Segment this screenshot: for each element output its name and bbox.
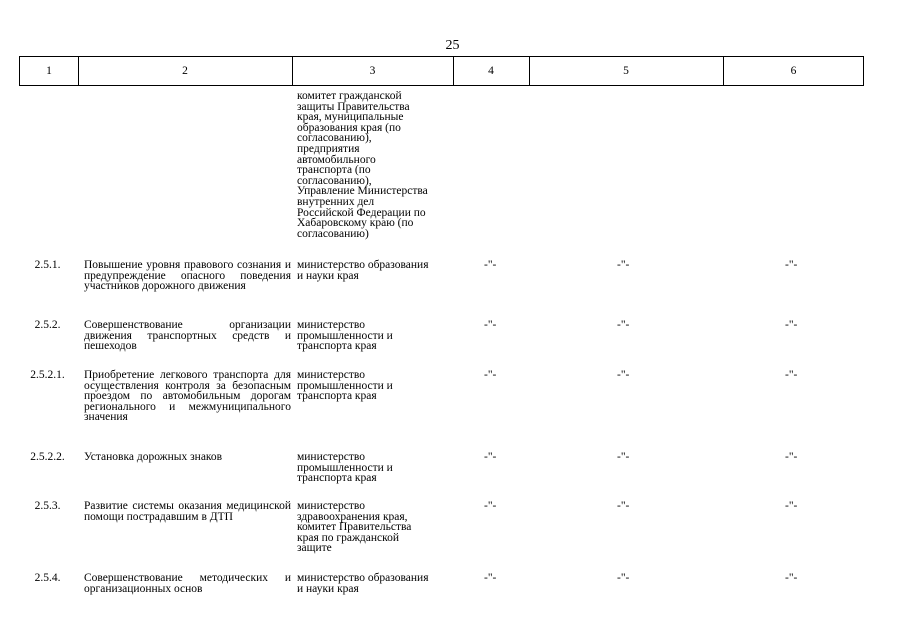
row-col5: -"-: [617, 500, 630, 512]
row-col5: -"-: [617, 259, 630, 271]
row-responsible-line: края по гражданской: [297, 531, 400, 544]
row-number: 2.5.1.: [34, 259, 61, 271]
row-responsible-line: и науки края: [297, 582, 359, 595]
row-number: 2.5.3.: [34, 500, 61, 512]
header-col-2: 2: [182, 65, 188, 77]
continuation-line: края, муниципальные: [297, 111, 404, 124]
row-number: 2.5.2.: [34, 319, 61, 331]
row-col4: -"-: [484, 259, 497, 271]
row-responsible-line: транспорта края: [297, 340, 377, 353]
header-col-5: 5: [623, 65, 629, 77]
row-responsible-line: промышленности и: [297, 461, 393, 474]
row-responsible-line: министерство образования: [297, 259, 429, 271]
row-col6: -"-: [785, 319, 798, 331]
row-col4: -"-: [484, 369, 497, 381]
row-number: 2.5.2.1.: [30, 369, 65, 381]
header-col-4: 4: [488, 65, 494, 77]
row-col6: -"-: [785, 500, 798, 512]
continuation-line: согласованию),: [297, 174, 372, 187]
continuation-line: согласованию),: [297, 132, 372, 145]
page-number: 25: [445, 38, 460, 53]
row-responsible-line: промышленности и: [297, 379, 393, 392]
header-col-3: 3: [369, 65, 376, 77]
header-col-1: 1: [46, 65, 52, 77]
continuation-line: Управление Министерства: [297, 185, 428, 198]
row-col4: -"-: [484, 451, 497, 463]
row-responsible-line: здравоохранения края,: [297, 510, 408, 523]
row-col4: -"-: [484, 319, 497, 331]
row-responsible-line: министерство образования: [297, 572, 429, 584]
row-col5: -"-: [617, 319, 630, 331]
continuation-line: внутренних дел: [297, 196, 375, 208]
row-description: Повышение уровня правового сознания и предупреждение опасного поведения участников дорожного движения: [84, 259, 291, 293]
continuation-line: Российской Федерации по: [297, 206, 426, 219]
row-number: 2.5.4.: [34, 572, 61, 584]
row-responsible-line: промышленности и: [297, 329, 393, 342]
continuation-line: транспорта (по: [297, 164, 371, 177]
row-description: Совершенствование методических и организационных основ: [84, 572, 291, 595]
continuation-line: автомобильного: [297, 153, 376, 166]
row-description: Развитие системы оказания медицинской помощи пострадавшим в ДТП: [84, 500, 291, 523]
header-col-6: 6: [790, 65, 797, 77]
row-description: Приобретение легкового транспорта для осуществления контроля за безопасным проездом по автомобильным дорогам регионального и межмуниципального значения: [84, 369, 291, 424]
row-col4: -"-: [484, 500, 497, 512]
continuation-line: предприятия: [297, 143, 360, 155]
row-col5: -"-: [617, 369, 630, 381]
row-responsible-line: транспорта края: [297, 390, 377, 403]
row-description: Совершенствование организации движения транспортных средств и пешеходов: [84, 319, 291, 353]
row-col6: -"-: [785, 572, 798, 584]
continuation-line: комитет гражданской: [297, 90, 402, 102]
row-number: 2.5.2.2.: [30, 451, 65, 463]
row-responsible-line: защите: [297, 542, 332, 555]
row-responsible-line: комитет Правительства: [297, 521, 412, 534]
row-col6: -"-: [785, 451, 798, 463]
row-col4: -"-: [484, 572, 497, 584]
row-responsible-line: и науки края: [297, 269, 359, 282]
continuation-line: защиты Правительства: [297, 100, 410, 113]
row-col5: -"-: [617, 451, 630, 463]
row-col6: -"-: [785, 259, 798, 271]
continuation-line: Хабаровскому краю (по: [297, 217, 414, 230]
row-col6: -"-: [785, 369, 798, 381]
row-responsible-line: министерство: [297, 369, 365, 381]
row-description: Установка дорожных знаков: [84, 451, 223, 463]
continuation-line: образования края (по: [297, 121, 401, 134]
row-responsible-line: министерство: [297, 500, 365, 512]
row-responsible-line: транспорта края: [297, 472, 377, 485]
continuation-line: согласованию): [297, 227, 369, 240]
row-responsible-line: министерство: [297, 319, 365, 331]
table-header: [19, 56, 864, 86]
row-col5: -"-: [617, 572, 630, 584]
row-responsible-line: министерство: [297, 451, 365, 463]
